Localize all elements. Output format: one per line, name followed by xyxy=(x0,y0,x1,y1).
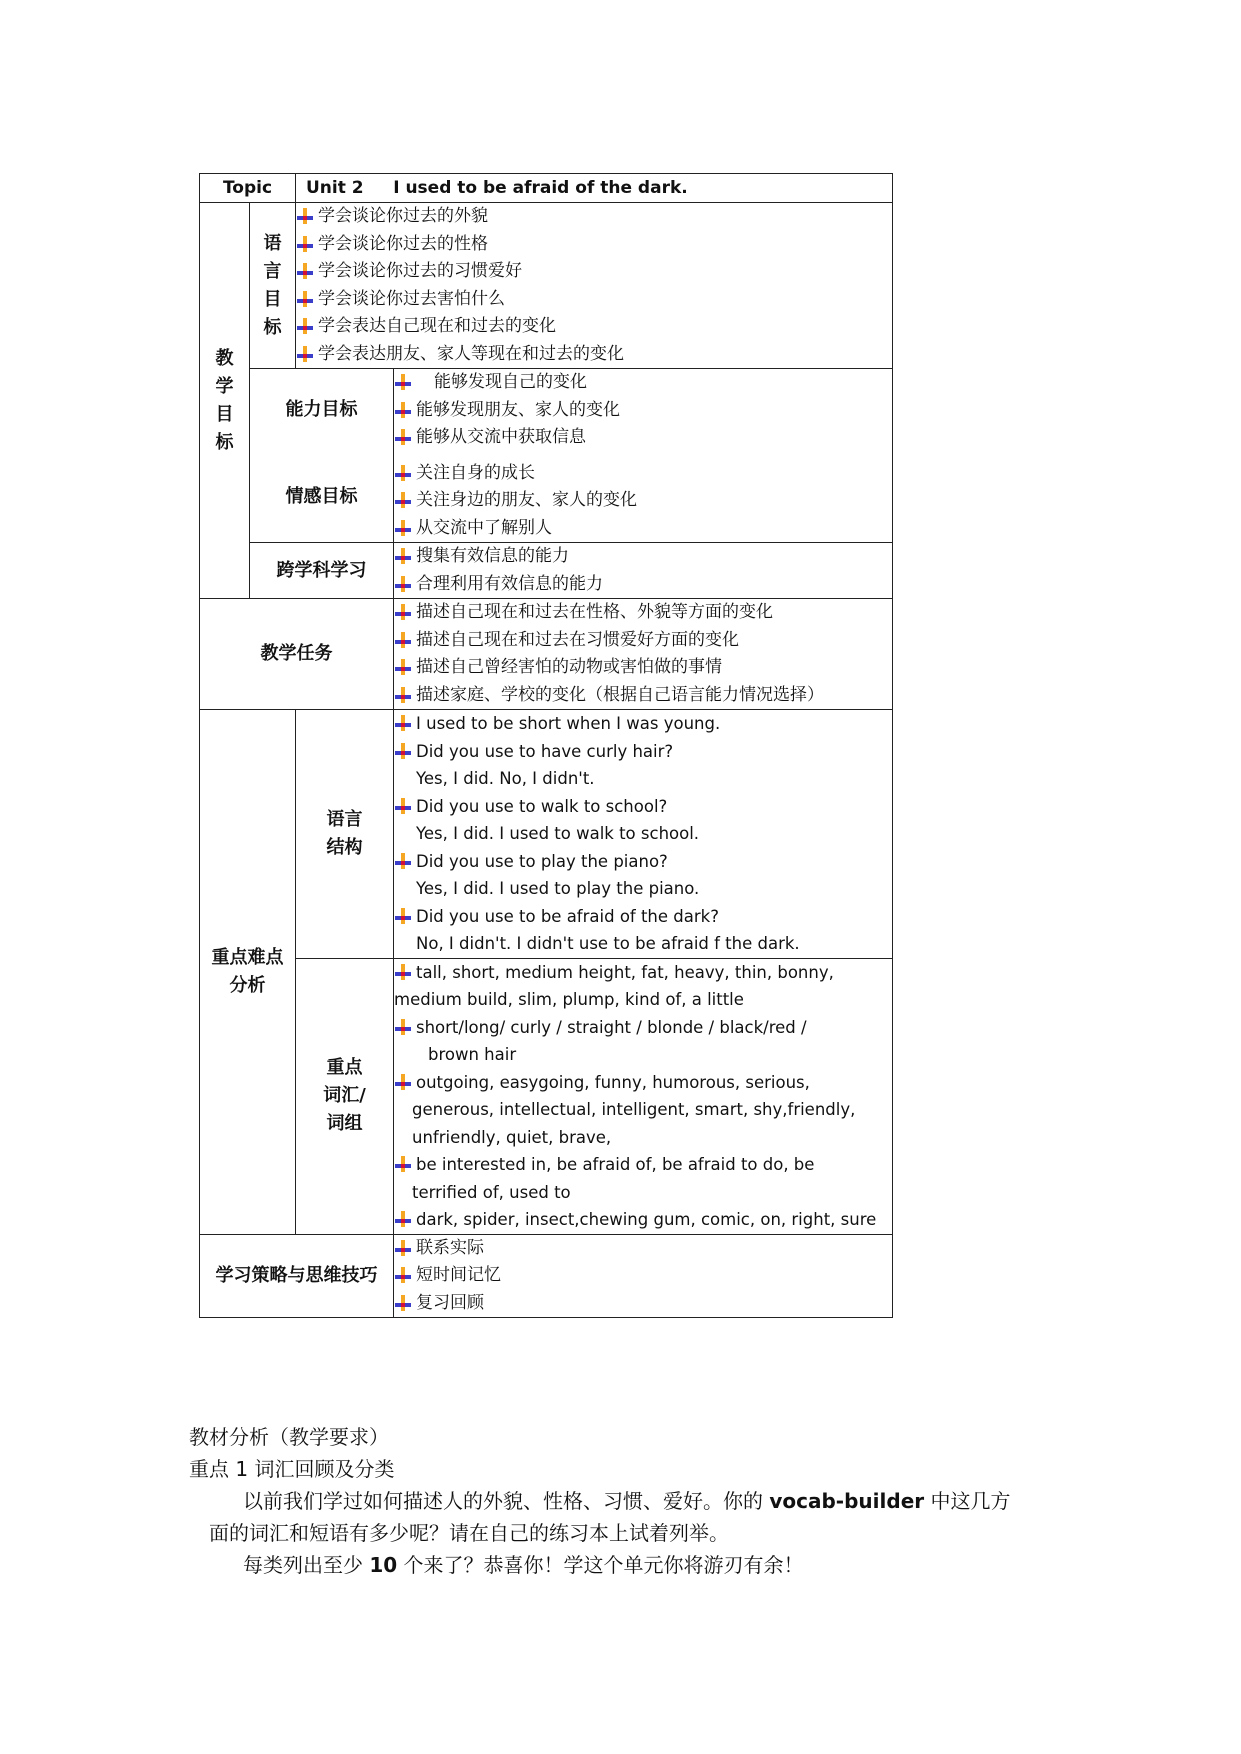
bullet-icon xyxy=(394,959,416,986)
bullet-icon xyxy=(394,1069,416,1096)
cross-subject-label: 跨学科学习 xyxy=(250,543,394,599)
list-item: 能够发现朋友、家人的变化 xyxy=(394,397,892,425)
bullet-icon xyxy=(394,599,416,626)
list-item: 描述自己曾经害怕的动物或害怕做的事情 xyxy=(394,654,892,682)
bullet-icon xyxy=(394,571,416,598)
bullet-icon xyxy=(296,313,318,340)
list-item: 学会谈论你过去的性格 xyxy=(296,231,892,259)
language-goals-list xyxy=(296,203,893,369)
vocab-row xyxy=(200,958,893,1234)
ability-goals-row xyxy=(200,369,893,452)
bullet-icon xyxy=(296,258,318,285)
structures-list xyxy=(394,710,893,959)
bullet-icon xyxy=(394,424,416,451)
bullet-icon xyxy=(394,903,416,930)
paragraph-1-line-2: 面的词汇和短语有多少呢？请在自己的练习本上试着列举。 xyxy=(209,1521,729,1545)
bullet-icon xyxy=(296,341,318,368)
list-item: 从交流中了解别人 xyxy=(394,515,892,543)
list-item: 学会表达朋友、家人等现在和过去的变化 xyxy=(296,341,892,369)
bullet-icon xyxy=(394,738,416,765)
list-item: 描述自己现在和过去在性格、外貌等方面的变化 xyxy=(394,599,892,627)
list-item: terrified of, used to xyxy=(412,1182,571,1202)
lesson-plan-table xyxy=(199,173,893,1318)
structures-label: 语言 结构 xyxy=(296,710,394,959)
list-item: 联系实际 xyxy=(394,1235,892,1263)
bullet-icon xyxy=(296,231,318,258)
list-item: 学会表达自己现在和过去的变化 xyxy=(296,313,892,341)
bullet-icon xyxy=(394,369,416,396)
point-heading: 重点 1 词汇回顾及分类 xyxy=(189,1457,395,1481)
list-item: 能够从交流中获取信息 xyxy=(394,424,892,452)
list-item: Did you use to walk to school? xyxy=(394,793,892,821)
strategies-label: 学习策略与思维技巧 xyxy=(200,1234,394,1318)
list-item: 学会谈论你过去害怕什么 xyxy=(296,286,892,314)
vocab-label: 重点 词汇/ 词组 xyxy=(296,958,394,1234)
bullet-icon xyxy=(394,1014,416,1041)
list-item: brown hair xyxy=(428,1045,517,1064)
list-item: 描述自己现在和过去在习惯爱好方面的变化 xyxy=(394,627,892,655)
ability-goals-list xyxy=(394,369,893,452)
list-item: I used to be short when I was young. xyxy=(394,710,892,738)
list-item: 短时间记忆 xyxy=(394,1262,892,1290)
bullet-icon xyxy=(394,1235,416,1262)
vocab-list xyxy=(394,958,893,1234)
bullet-icon xyxy=(394,710,416,737)
bullet-icon xyxy=(394,1206,416,1233)
list-item: 复习回顾 xyxy=(394,1290,892,1318)
bullet-icon xyxy=(394,793,416,820)
list-item: Yes, I did. I used to walk to school. xyxy=(416,824,700,843)
list-item: outgoing, easygoing, funny, humorous, serious, xyxy=(394,1069,892,1097)
list-item: 关注自身的成长 xyxy=(394,460,892,488)
cross-subject-list xyxy=(394,543,893,599)
bullet-icon xyxy=(394,627,416,654)
bullet-icon xyxy=(394,543,416,570)
paragraph-2: 每类列出至少 10 个来了？恭喜你！学这个单元你将游刃有余！ xyxy=(243,1553,804,1577)
ability-goals-label: 能力目标 xyxy=(250,369,394,452)
teaching-tasks-row xyxy=(200,599,893,710)
paragraph-1-line-1: 以前我们学过如何描述人的外貌、性格、习惯、爱好。你的 vocab-builder 中这几方 xyxy=(243,1489,1011,1513)
bullet-icon xyxy=(394,848,416,875)
list-item: dark, spider, insect,chewing gum, comic, on, right, sure xyxy=(394,1206,892,1234)
list-item: 学会谈论你过去的习惯爱好 xyxy=(296,258,892,286)
bullet-icon xyxy=(296,286,318,313)
list-item: No, I didn't. I didn't use to be afraid f the dark. xyxy=(416,934,800,953)
list-item: Did you use to play the piano? xyxy=(394,848,892,876)
list-item: Did you use to be afraid of the dark? xyxy=(394,903,892,931)
list-item: unfriendly, quiet, brave, xyxy=(412,1127,612,1147)
bullet-icon xyxy=(394,1290,416,1317)
list-item: 能够发现自己的变化 xyxy=(394,369,892,397)
topic-label: Topic xyxy=(200,174,296,203)
list-item: be interested in, be afraid of, be afraid to do, be xyxy=(394,1151,892,1179)
list-item: Did you use to have curly hair? xyxy=(394,738,892,766)
teaching-tasks-label: 教学任务 xyxy=(200,599,394,710)
bullet-icon xyxy=(394,397,416,424)
bullet-icon xyxy=(394,1151,416,1178)
language-goals-label: 语 言 目 标 xyxy=(250,203,296,369)
emotion-goals-label: 情感目标 xyxy=(250,452,394,543)
language-goals-row xyxy=(200,203,893,369)
list-item: 描述家庭、学校的变化（根据自己语言能力情况选择） xyxy=(394,682,892,710)
emotion-goals-row xyxy=(200,452,893,543)
bullet-icon xyxy=(394,460,416,487)
bullet-icon xyxy=(394,487,416,514)
teaching-goals-label: 教 学 目 标 xyxy=(200,203,250,599)
key-points-label: 重点难点 分析 xyxy=(200,710,296,1235)
teaching-tasks-list xyxy=(394,599,893,710)
strategies-list xyxy=(394,1234,893,1318)
list-item: medium build, slim, plump, kind of, a little xyxy=(394,990,744,1009)
list-item: 搜集有效信息的能力 xyxy=(394,543,892,571)
bullet-icon xyxy=(394,1262,416,1289)
list-item: 关注身边的朋友、家人的变化 xyxy=(394,487,892,515)
cross-subject-row xyxy=(200,543,893,599)
bullet-icon xyxy=(394,682,416,709)
list-item: tall, short, medium height, fat, heavy, thin, bonny, xyxy=(394,959,892,987)
bullet-icon xyxy=(394,654,416,681)
strategies-row xyxy=(200,1234,893,1318)
list-item: generous, intellectual, intelligent, smart, shy,friendly, xyxy=(412,1100,856,1119)
structures-row xyxy=(200,710,893,959)
list-item: Yes, I did. No, I didn't. xyxy=(416,769,595,788)
list-item: 学会谈论你过去的外貌 xyxy=(296,203,892,231)
list-item: short/long/ curly / straight / blonde / black/red / xyxy=(394,1014,892,1042)
list-item: 合理利用有效信息的能力 xyxy=(394,571,892,599)
topic-row xyxy=(200,174,893,203)
list-item: Yes, I did. I used to play the piano. xyxy=(416,879,700,898)
emotion-goals-list xyxy=(394,452,893,543)
section-heading: 教材分析（教学要求） xyxy=(189,1425,389,1449)
bullet-icon xyxy=(394,515,416,542)
topic-value: Unit 2 I used to be afraid of the dark. xyxy=(296,174,893,203)
bullet-icon xyxy=(296,203,318,230)
